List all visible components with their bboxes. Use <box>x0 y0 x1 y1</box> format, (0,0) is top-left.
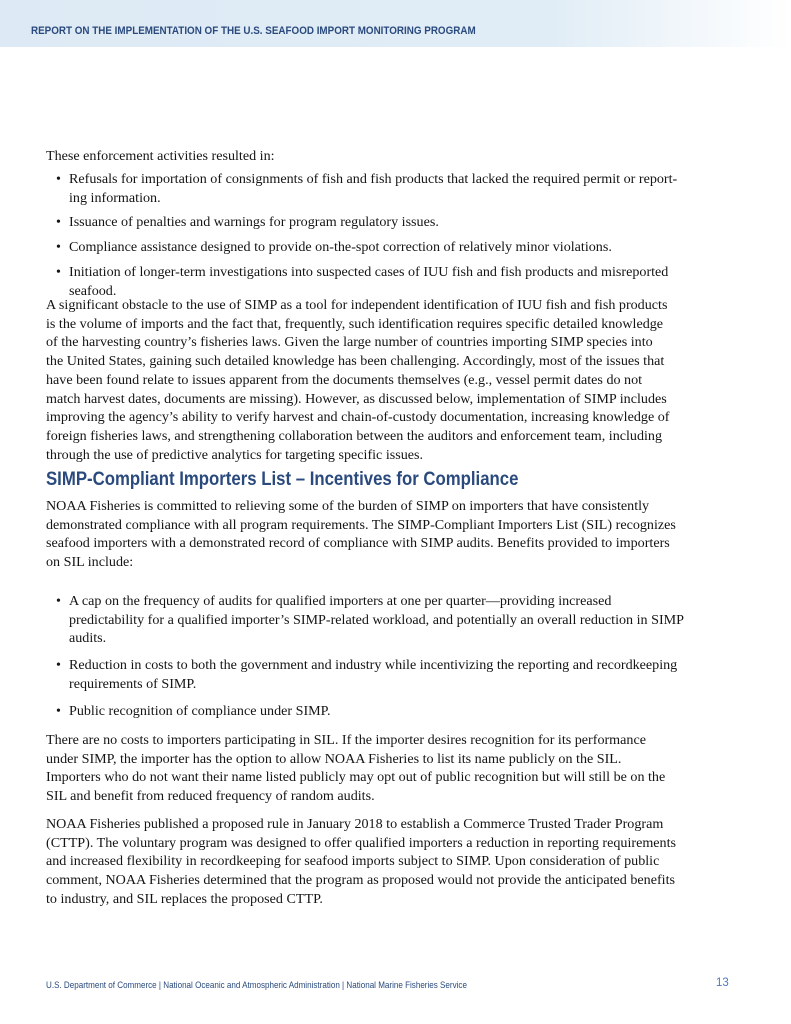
footer-agency-line: U.S. Department of Commerce | National Oceanic and Atmospheric Administration | National Marine Fisheries Service <box>46 979 467 990</box>
enforcement-list <box>46 170 766 300</box>
list-item: • Refusals for importation of consignments of fish and fish products that lacked the required permit or report- ing information. <box>56 171 678 206</box>
intro-text: These enforcement activities resulted in: <box>46 148 275 164</box>
list-item: • Initiation of longer-term investigations into suspected cases of IUU fish and fish products and misreported seafood. <box>56 263 669 299</box>
bullet-icon: • <box>56 702 61 719</box>
bullet-icon: • <box>56 171 61 187</box>
section-heading: SIMP-Compliant Importers List – Incentives for Compliance <box>46 468 519 490</box>
bullet-icon: • <box>56 263 61 280</box>
obstacle-paragraph: A significant obstacle to the use of SIMP as a tool for independent identification of IUU fish and fish products is the volume of imports and the fact that, frequently, such identification requires specific detailed knowledge of the harvesting country’s fisheries laws. Given the large number of countries importing SIMP species into the United States, gaining such detailed knowledge has been challenging. Accordingly, most of the issues that have been found relate to issues apparent from the documents themselves (e.g., vessel permit dates do not match harvest dates, documents are missing). However, as discussed below, implementation of SIMP includes improving the agency’s ability to verify harvest and chain-of-custody documentation, increasing knowledge of foreign fisheries laws, and strengthening collaboration between the auditors and enforcement team, including through the use of predictive analytics for targeting specific issues. <box>46 297 670 463</box>
header-band <box>0 0 791 47</box>
running-header-title: REPORT ON THE IMPLEMENTATION OF THE U.S. SEAFOOD IMPORT MONITORING PROGRAM <box>31 25 476 37</box>
list-item: • Issuance of penalties and warnings for program regulatory issues. <box>56 214 439 231</box>
list-item: • Reduction in costs to both the government and industry while incentivizing the reporting and recordkeeping requirements of SIMP. <box>56 657 678 692</box>
page-number: 13 <box>716 977 729 989</box>
bullet-icon: • <box>56 657 61 674</box>
bullet-icon: • <box>56 239 61 256</box>
benefits-list <box>46 592 766 720</box>
costs-paragraph: There are no costs to importers participating in SIL. If the importer desires recognition for its performance under SIMP, the importer has the option to allow NOAA Fisheries to list its name publicly on the SIL. Importers who do not want their name listed publicly may opt out of public recognition but will still be on the SIL and benefit from reduced frequency of random audits. <box>46 732 666 805</box>
bullet-icon: • <box>56 214 61 231</box>
sil-intro-paragraph: NOAA Fisheries is committed to relieving some of the burden of SIMP on importers that have consistently demonstrated compliance with all program requirements. The SIMP-Compliant Importers List (SIL) recognizes seafood importers with a demonstrated record of compliance with SIMP audits. Benefits provided to importers on SIL include: <box>46 498 676 571</box>
list-item: • A cap on the frequency of audits for qualified importers at one per quarter—providing increased predictability for a qualified importer’s SIMP-related workload, and potentially an overall reduction in SIMP audits. <box>56 593 685 647</box>
list-item: • Compliance assistance designed to provide on-the-spot correction of relatively minor violations. <box>56 239 612 256</box>
bullet-icon: • <box>56 593 61 609</box>
intro-block <box>46 147 766 166</box>
list-item: • Public recognition of compliance under SIMP. <box>56 702 331 719</box>
cttp-paragraph: NOAA Fisheries published a proposed rule in January 2018 to establish a Commerce Trusted Trader Program (CTTP). The voluntary program was designed to offer qualified importers a reduction in reporting requirements and increased flexibility in recordkeeping for seafood imports subject to SIMP. Upon consideration of public comment, NOAA Fisheries determined that the program as proposed would not provide the anticipated benefits to industry, and SIL replaces the proposed CTTP. <box>46 816 677 907</box>
